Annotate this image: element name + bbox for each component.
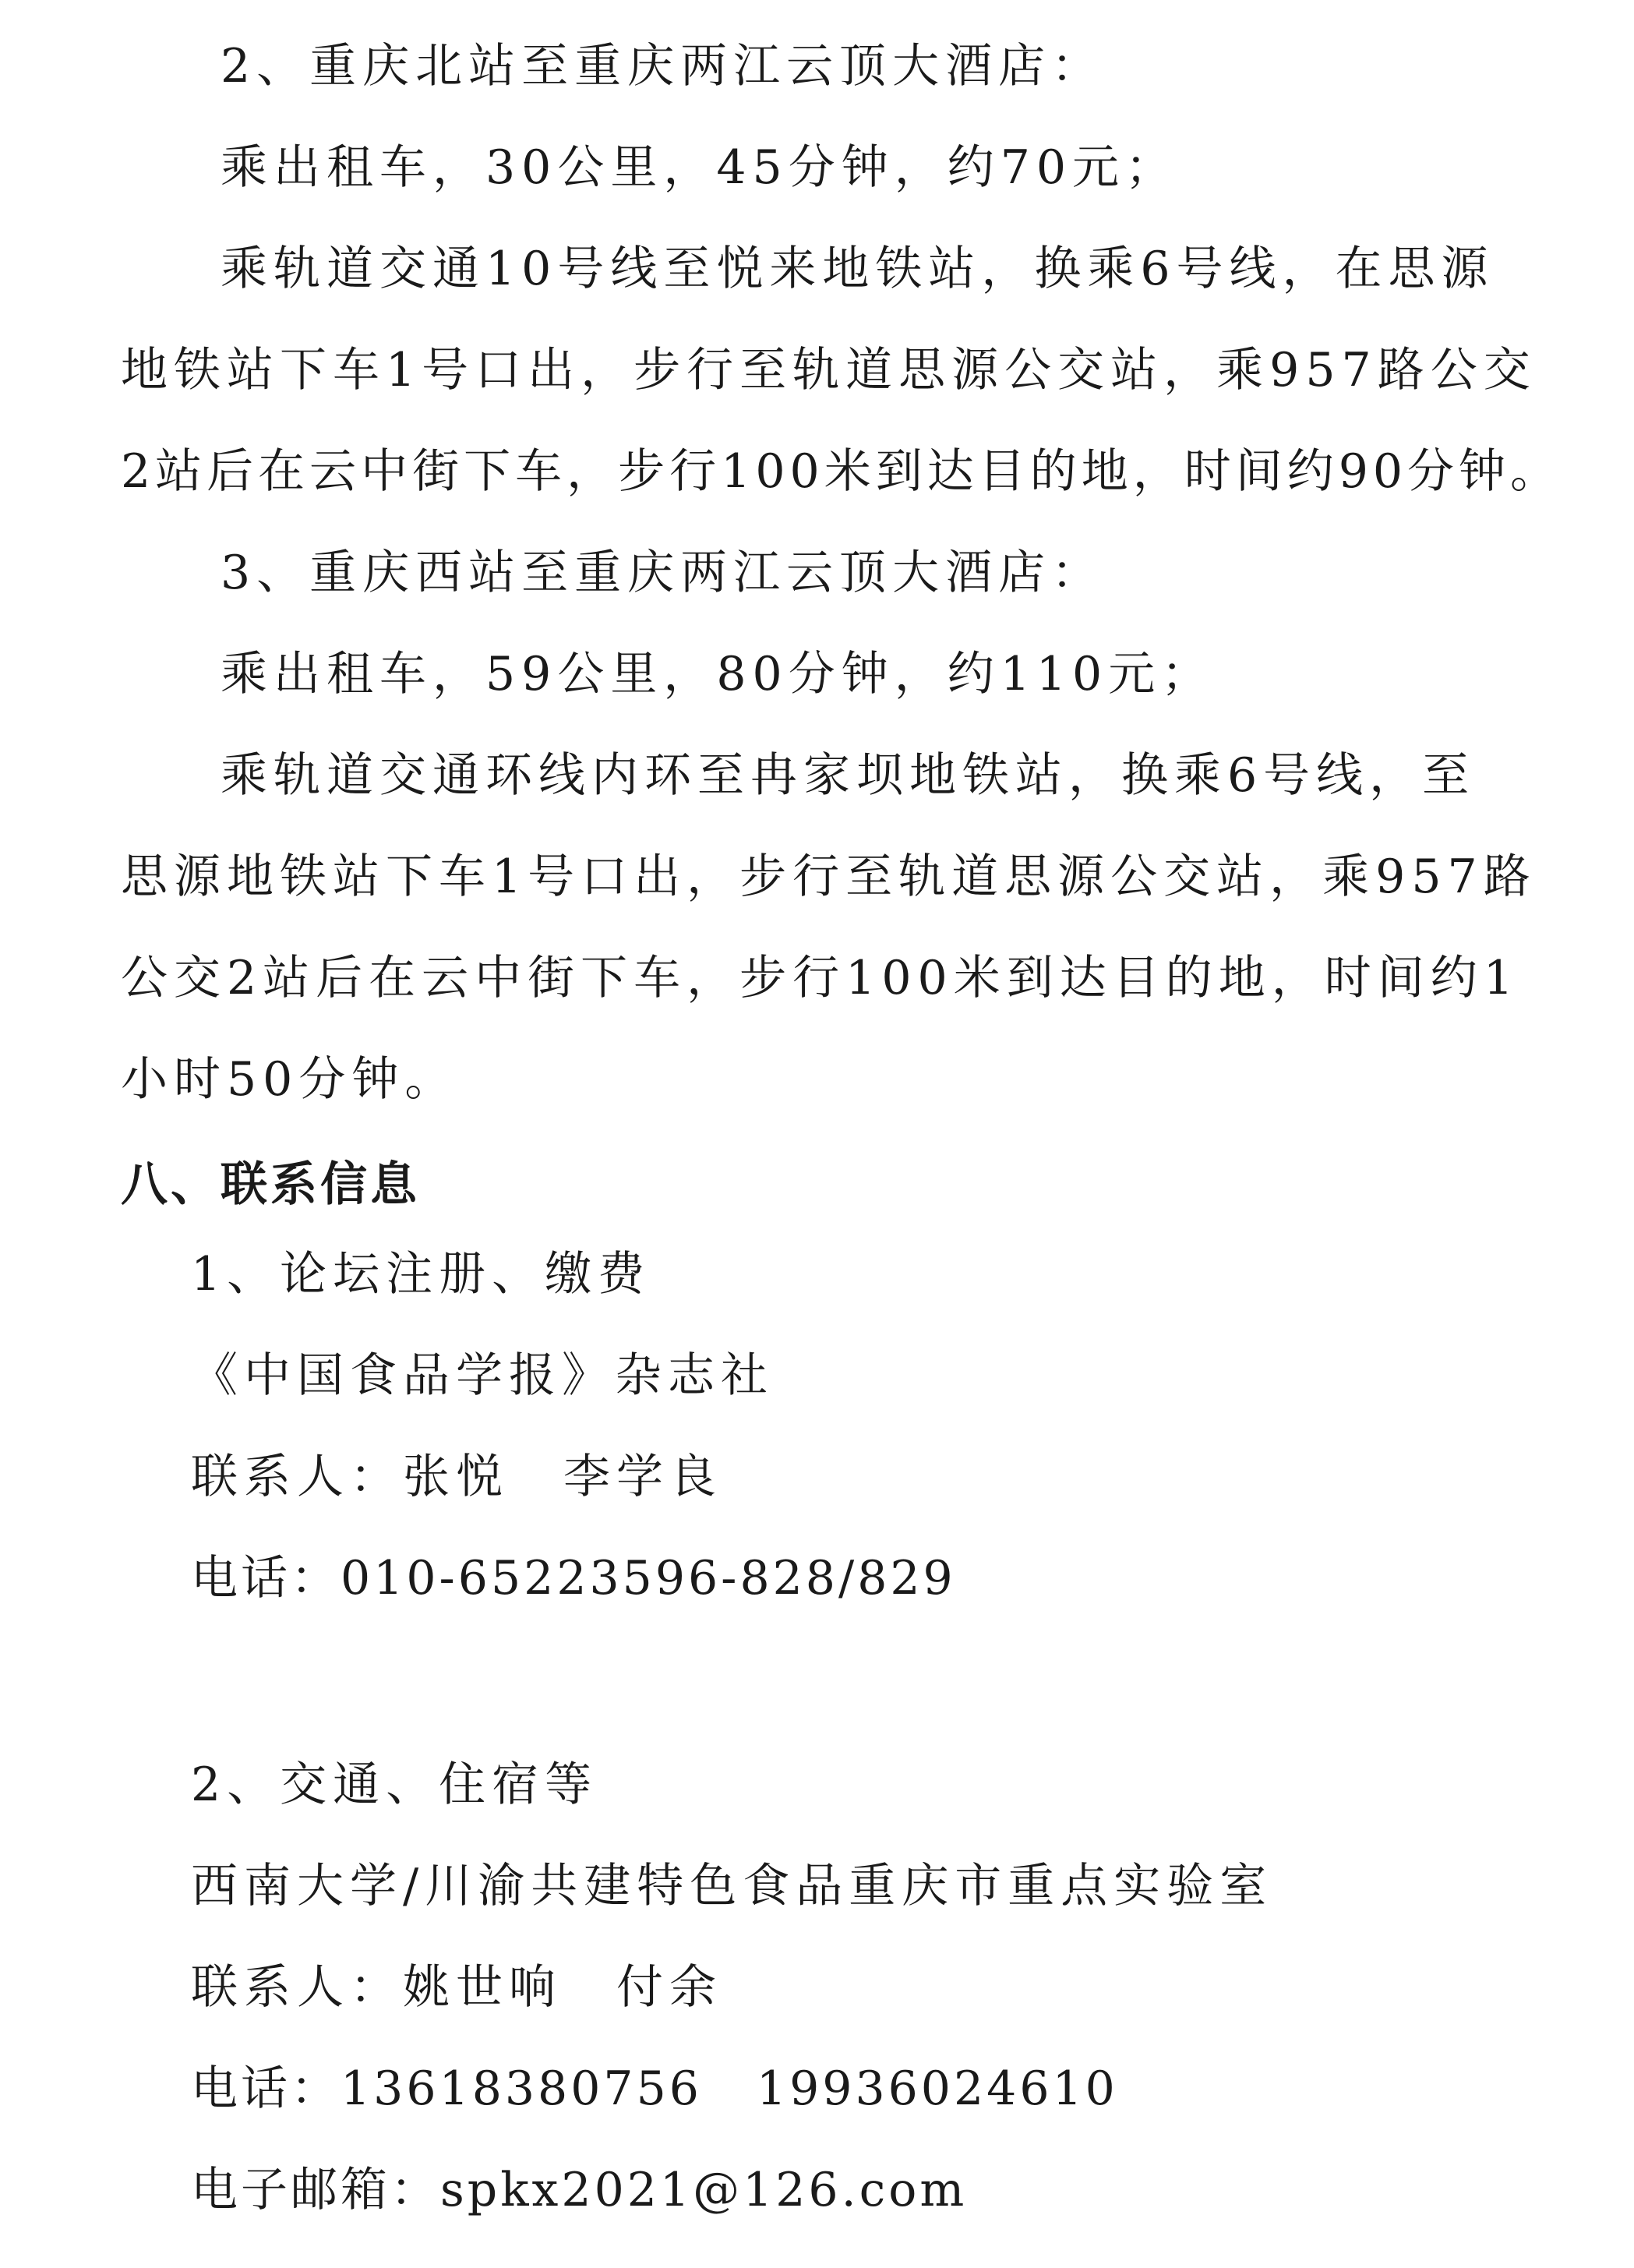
route2-metro-line3: 2站后在云中街下车，步行100米到达目的地，时间约90分钟。: [121, 444, 1562, 499]
phone-number: 19936024610: [756, 2061, 1118, 2116]
contact-name: 姚世响: [403, 1960, 562, 2015]
route3-metro-line4: 小时50分钟。: [121, 1052, 458, 1107]
route3-metro-line2: 思源地铁站下车1号口出，步行至轨道思源公交站，乘957路: [121, 850, 1537, 904]
contact-label: 联系人：: [191, 1960, 403, 2015]
contact-name: 付余: [616, 1960, 722, 2015]
route3-metro-line3: 公交2站后在云中街下车，步行100米到达目的地，时间约1: [121, 951, 1519, 1005]
logistics-org: 西南大学/川渝共建特色食品重庆市重点实验室: [191, 1859, 1273, 1913]
route3-taxi: 乘出租车，59公里，80分钟，约110元；: [221, 647, 1215, 701]
section8-heading: 八、联系信息: [121, 1157, 420, 1212]
logistics-contact: [191, 1960, 722, 2015]
logistics-phone: [191, 2061, 1118, 2116]
route2-title: 2、重庆北站至重庆两江云顶大酒店：: [221, 39, 1105, 94]
contact-name: 李学良: [563, 1450, 722, 1504]
phone-label: 电话：: [191, 2061, 341, 2116]
logistics-email: 电子邮箱：spkx2021@126.com: [191, 2163, 968, 2217]
route3-metro-line1: 乘轨道交通环线内环至冉家坝地铁站，换乘6号线，至: [221, 748, 1476, 803]
registration-org: 《中国食品学报》杂志社: [191, 1348, 774, 1403]
contact-label: 联系人：: [191, 1450, 403, 1504]
route3-title: 3、重庆西站至重庆两江云顶大酒店：: [221, 546, 1105, 600]
route2-taxi: 乘出租车，30公里，45分钟，约70元；: [221, 140, 1179, 195]
route2-metro-line1: 乘轨道交通10号线至悦来地铁站，换乘6号线，在思源: [221, 242, 1495, 296]
registration-contact: [191, 1450, 722, 1504]
registration-title: 1、论坛注册、缴费: [191, 1247, 651, 1302]
route2-metro-line2: 地铁站下车1号口出，步行至轨道思源公交站，乘957路公交: [121, 343, 1537, 397]
contact-name: 张悦: [403, 1450, 509, 1504]
phone-number: 13618380756: [341, 2061, 702, 2116]
logistics-title: 2、交通、住宿等: [191, 1758, 598, 1812]
registration-phone: 电话：010-65223596-828/829: [191, 1551, 956, 1606]
